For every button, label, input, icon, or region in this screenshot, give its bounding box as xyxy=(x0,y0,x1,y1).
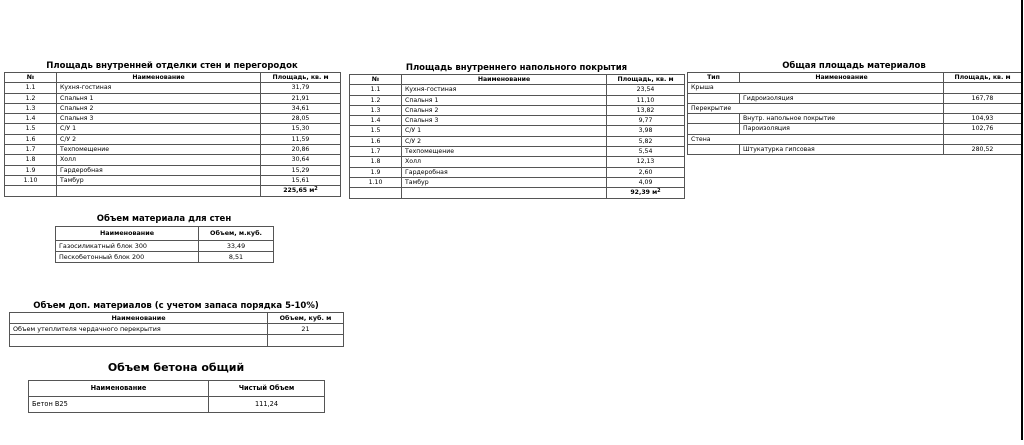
table-header-row xyxy=(350,75,685,85)
group-row xyxy=(688,103,1022,113)
table-cell: 9,77 xyxy=(607,116,685,126)
table-row xyxy=(350,147,685,157)
col-number: № xyxy=(5,73,57,83)
table-cell: 1.8 xyxy=(350,157,402,167)
table-cell: 23,54 xyxy=(607,85,685,95)
table-cell: 4,09 xyxy=(607,177,685,187)
floor-title: Площадь внутреннего напольного покрытия xyxy=(405,63,628,73)
table-cell: Тамбур xyxy=(57,175,261,185)
table-cell: Перекрытие xyxy=(688,103,740,113)
table-cell: С/У 2 xyxy=(402,136,607,146)
table-cell: 5,82 xyxy=(607,136,685,146)
group-row xyxy=(688,83,1022,93)
table-cell xyxy=(688,93,740,103)
table-cell: Кухня-гостиная xyxy=(402,85,607,95)
table-row xyxy=(5,93,341,103)
table-cell: 1.3 xyxy=(350,105,402,115)
table-row xyxy=(10,324,344,335)
table-cell: 15,61 xyxy=(261,175,341,185)
table-cell: 1.3 xyxy=(5,103,57,113)
table-row xyxy=(350,157,685,167)
table-cell: 15,29 xyxy=(261,165,341,175)
table-cell xyxy=(688,124,740,134)
table-cell: Бетон B25 xyxy=(29,397,209,413)
table-cell: 1.8 xyxy=(5,155,57,165)
table-cell: С/У 2 xyxy=(57,134,261,144)
table-cell: 11,59 xyxy=(261,134,341,144)
table-cell: 1.10 xyxy=(5,175,57,185)
table-cell: Внутр. напольное покрытие xyxy=(740,114,944,124)
table-cell: Гидроизоляция xyxy=(740,93,944,103)
table-cell xyxy=(740,103,944,113)
page-edge-divider xyxy=(1021,0,1023,440)
floor-table xyxy=(349,74,685,199)
table-row xyxy=(350,116,685,126)
table-cell: 2,60 xyxy=(607,167,685,177)
table-cell xyxy=(688,114,740,124)
table-cell: 102,76 xyxy=(944,124,1022,134)
table-row xyxy=(350,95,685,105)
table-cell: 33,49 xyxy=(199,241,274,252)
table-cell: Стена xyxy=(688,134,740,144)
table-cell: 21,91 xyxy=(261,93,341,103)
table-header-row xyxy=(29,381,325,397)
table-cell: Штукатурка гипсовая xyxy=(740,145,944,155)
table-header-row xyxy=(56,227,274,241)
col-number: № xyxy=(350,75,402,85)
table-cell: Гардеробная xyxy=(57,165,261,175)
materials-title: Общая площадь материалов xyxy=(782,61,926,71)
table-row xyxy=(5,155,341,165)
wall-volume-table xyxy=(55,226,274,263)
table-cell: С/У 1 xyxy=(402,126,607,136)
table-cell: 15,30 xyxy=(261,124,341,134)
table-cell: 13,82 xyxy=(607,105,685,115)
table-cell: Холл xyxy=(402,157,607,167)
col-name: Наименование xyxy=(57,73,261,83)
col-volume: Объем, м.куб. xyxy=(199,227,274,241)
wall-volume-title: Объем материала для стен xyxy=(96,214,232,224)
col-name: Наименование xyxy=(56,227,199,241)
table-header-row xyxy=(688,73,1022,83)
table-cell: 1.1 xyxy=(350,85,402,95)
table-cell xyxy=(740,134,944,144)
table-cell: 1.7 xyxy=(5,145,57,155)
table-row xyxy=(5,165,341,175)
col-area: Площадь, кв. м xyxy=(261,73,341,83)
table-cell: 21 xyxy=(268,324,344,335)
table-cell: Спальня 1 xyxy=(57,93,261,103)
table-row xyxy=(5,134,341,144)
table-header-row xyxy=(10,313,344,324)
table-cell: Крыша xyxy=(688,83,740,93)
materials-block xyxy=(687,60,1021,155)
table-row xyxy=(688,145,1022,155)
table-cell: 12,13 xyxy=(607,157,685,167)
table-row xyxy=(5,175,341,185)
table-cell: 1.7 xyxy=(350,147,402,157)
table-cell: 1.1 xyxy=(5,83,57,93)
table-row xyxy=(688,124,1022,134)
table-row xyxy=(5,114,341,124)
col-name: Наименование xyxy=(402,75,607,85)
table-cell xyxy=(944,83,1022,93)
table-cell: Спальня 2 xyxy=(57,103,261,113)
table-cell: 167,78 xyxy=(944,93,1022,103)
table-cell: 1.2 xyxy=(350,95,402,105)
table-cell: 1.6 xyxy=(350,136,402,146)
table-cell: С/У 1 xyxy=(57,124,261,134)
table-row xyxy=(350,126,685,136)
table-cell: Спальня 3 xyxy=(402,116,607,126)
table-row xyxy=(688,93,1022,103)
col-area: Площадь, кв. м xyxy=(607,75,685,85)
table-cell xyxy=(688,145,740,155)
walls-total: 225,65 $м^2$ xyxy=(261,186,341,196)
total-row xyxy=(350,188,685,198)
table-cell: Объем утеплителя чердачного перекрытия xyxy=(10,324,268,335)
table-cell: 3,98 xyxy=(607,126,685,136)
table-cell: Техпомещение xyxy=(57,145,261,155)
table-row xyxy=(56,241,274,252)
table-cell: 104,93 xyxy=(944,114,1022,124)
wall-volume-block xyxy=(55,213,273,263)
empty-row xyxy=(10,335,344,346)
walls-title: Площадь внутренней отделки стен и перегородок xyxy=(46,61,298,71)
table-cell: Пескобетонный блок 200 xyxy=(56,252,199,263)
extra-title: Объем доп. материалов (с учетом запаса порядка 5-10%) xyxy=(33,301,319,311)
table-cell: 1.4 xyxy=(350,116,402,126)
col-area: Площадь, кв. м xyxy=(944,73,1022,83)
table-row xyxy=(5,103,341,113)
table-cell: 1.5 xyxy=(5,124,57,134)
walls-table xyxy=(4,72,341,197)
extra-block xyxy=(9,300,343,347)
table-cell: 1.5 xyxy=(350,126,402,136)
table-cell: 28,05 xyxy=(261,114,341,124)
table-cell: Тамбур xyxy=(402,177,607,187)
table-cell: Гардеробная xyxy=(402,167,607,177)
table-cell: 1.10 xyxy=(350,177,402,187)
table-row xyxy=(5,83,341,93)
table-row xyxy=(5,145,341,155)
table-cell: 111,24 xyxy=(209,397,325,413)
table-cell: 11,10 xyxy=(607,95,685,105)
table-cell: 31,79 xyxy=(261,83,341,93)
concrete-title: Объем бетона общий xyxy=(107,361,245,374)
total-row xyxy=(5,186,341,196)
table-cell: Кухня-гостиная xyxy=(57,83,261,93)
table-cell: Пароизоляция xyxy=(740,124,944,134)
table-cell: 1.9 xyxy=(5,165,57,175)
table-row xyxy=(350,136,685,146)
table-row xyxy=(56,252,274,263)
table-cell: 1.4 xyxy=(5,114,57,124)
table-cell: Спальня 3 xyxy=(57,114,261,124)
table-cell: 1.9 xyxy=(350,167,402,177)
table-row xyxy=(350,105,685,115)
table-header-row xyxy=(5,73,341,83)
table-cell: 280,52 xyxy=(944,145,1022,155)
table-row xyxy=(350,167,685,177)
table-cell xyxy=(944,103,1022,113)
table-cell: 1.2 xyxy=(5,93,57,103)
col-net-volume: Чистый Объем xyxy=(209,381,325,397)
table-row xyxy=(5,124,341,134)
concrete-table xyxy=(28,380,325,413)
col-name: Наименование xyxy=(740,73,944,83)
concrete-block xyxy=(28,360,324,413)
floor-total: 92,39 $м^2$ xyxy=(607,188,685,198)
col-type: Тип xyxy=(688,73,740,83)
extra-table xyxy=(9,312,344,347)
table-cell: 30,64 xyxy=(261,155,341,165)
col-name: Наименование xyxy=(29,381,209,397)
table-cell: Спальня 2 xyxy=(402,105,607,115)
table-cell: 20,86 xyxy=(261,145,341,155)
table-cell xyxy=(740,83,944,93)
table-row xyxy=(688,114,1022,124)
table-cell: Спальня 1 xyxy=(402,95,607,105)
table-cell: Техпомещение xyxy=(402,147,607,157)
table-cell: Холл xyxy=(57,155,261,165)
table-row xyxy=(350,177,685,187)
col-volume: Объем, куб. м xyxy=(268,313,344,324)
floor-block xyxy=(349,62,684,199)
table-cell: Газосиликатный блок 300 xyxy=(56,241,199,252)
table-cell: 8,51 xyxy=(199,252,274,263)
table-cell: 1.6 xyxy=(5,134,57,144)
materials-table xyxy=(687,72,1022,155)
table-cell xyxy=(944,134,1022,144)
table-cell: 5,54 xyxy=(607,147,685,157)
walls-block xyxy=(4,60,340,197)
table-row xyxy=(29,397,325,413)
col-name: Наименование xyxy=(10,313,268,324)
group-row xyxy=(688,134,1022,144)
table-cell: 34,61 xyxy=(261,103,341,113)
table-row xyxy=(350,85,685,95)
